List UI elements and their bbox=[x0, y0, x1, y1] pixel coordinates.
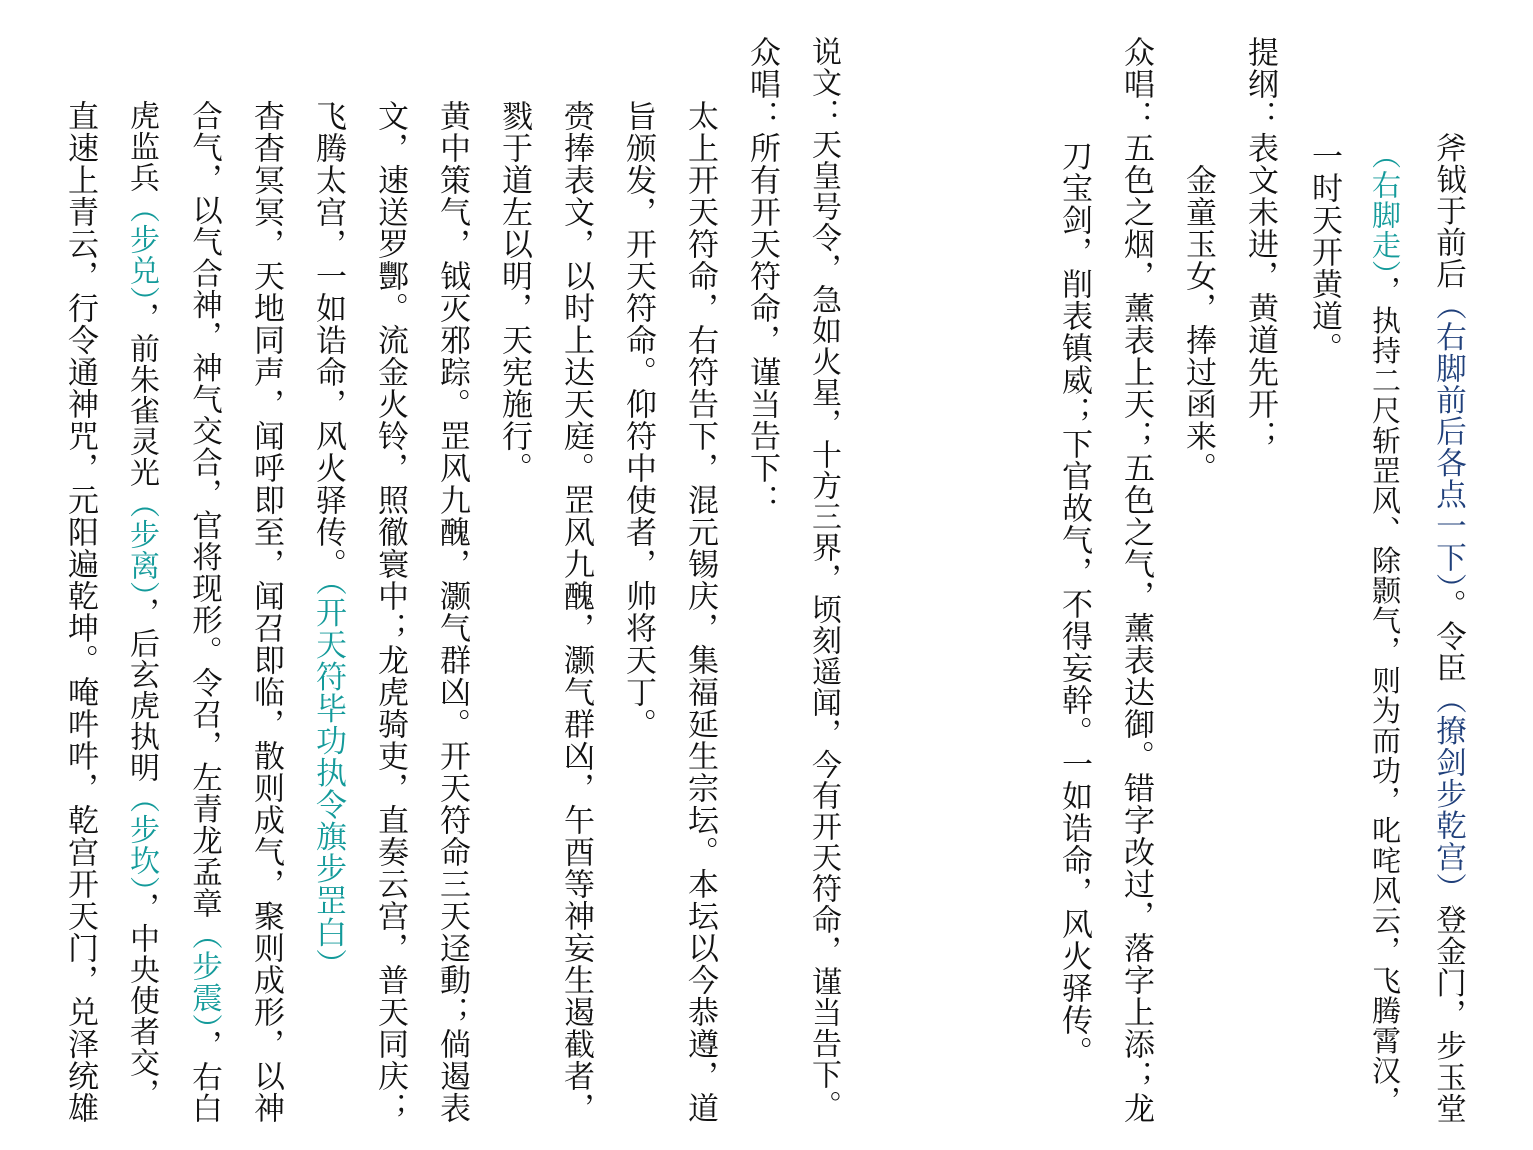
text-column-5 bbox=[1180, 164, 1216, 484]
text-column-19 bbox=[124, 100, 159, 1109]
text-segment: 斧钺于前后 bbox=[1430, 132, 1466, 290]
text-segment: 戮于道左以明，天宪施行。 bbox=[496, 100, 532, 484]
text-column-16 bbox=[310, 100, 346, 981]
stage-direction: （开天符毕功执令旗步罡白） bbox=[310, 580, 346, 981]
text-segment: 直速上青云，行令通神咒，元阳遍乾坤。唵吽吽，乾宫开天门，兑泽统雄 bbox=[62, 100, 98, 1124]
text-column-12 bbox=[558, 100, 594, 1124]
text-column-2 bbox=[1368, 140, 1402, 1116]
text-column-1 bbox=[1430, 132, 1466, 1125]
text-segment: ，前朱雀灵光 bbox=[124, 302, 159, 488]
text-segment: 金童玉女，捧过函来。 bbox=[1180, 164, 1216, 484]
text-segment: 杳杳冥冥，天地同声，闻呼即至，闻召即临，散则成气，聚则成形，以神 bbox=[248, 100, 284, 1124]
text-segment: 旨颁发，开天符命。仰符中使者，帅将天丁。 bbox=[620, 100, 656, 740]
text-segment: 太上开天符命，右符告下，混元锡庆，集福延生宗坛。本坛以今恭遵，道 bbox=[682, 100, 718, 1124]
text-segment: 飞腾太宫，一如诰命，风火驿传。 bbox=[310, 100, 346, 580]
text-segment: 文，速送罗酆。流金火铃，照徹寰中；龙虎骑吏，直奏云宫，普天同庆； bbox=[372, 100, 408, 1124]
text-segment: 众唱：所有开天符命，谨当告下： bbox=[744, 36, 780, 516]
text-segment: 。令臣 bbox=[1430, 589, 1466, 684]
text-segment: 登金门，步玉堂 bbox=[1430, 904, 1466, 1125]
text-segment: 众唱：五色之烟，薰表上天；五色之气，薰表达御。错字改过，落字上添；龙 bbox=[1118, 36, 1154, 1124]
text-segment: 虎监兵 bbox=[124, 100, 159, 193]
text-segment: ，后玄虎执明 bbox=[124, 597, 159, 783]
text-column-7 bbox=[1056, 140, 1092, 1068]
text-segment: 刀宝剑，削表镇威；下官故气，不得妄幹。一如诰命，风火驿传。 bbox=[1056, 140, 1092, 1068]
text-column-13 bbox=[496, 100, 532, 484]
text-segment: ，右白 bbox=[186, 1029, 222, 1125]
text-column-20 bbox=[62, 100, 98, 1124]
stage-direction: （右脚走） bbox=[1368, 140, 1402, 276]
text-segment: ，执持二尺斩罡风、除颢气，则为而功，叱咤风云，飞腾霄汉， bbox=[1368, 275, 1402, 1116]
text-segment: 一时天开黄道。 bbox=[1306, 140, 1342, 364]
text-segment: 赍捧表文，以时上达天庭。罡风九醜，灏气群凶，午酉等神妄生遏截者， bbox=[558, 100, 594, 1124]
text-column-3 bbox=[1306, 140, 1342, 364]
text-segment: 黄中策气，钺灭邪踪。罡风九醜，灏气群凶。开天符命三天迳動；倘遏表 bbox=[434, 100, 470, 1124]
stage-direction: （步震） bbox=[186, 919, 222, 1030]
text-column-8 bbox=[806, 36, 841, 1121]
stage-direction: （步兑） bbox=[124, 193, 159, 302]
stage-direction: （步坎） bbox=[124, 783, 159, 892]
stage-direction: （右脚前后各点一下） bbox=[1430, 289, 1466, 590]
text-column-18 bbox=[186, 100, 222, 1125]
text-column-14 bbox=[434, 100, 470, 1124]
text-column-9 bbox=[744, 36, 780, 516]
text-segment: 说文：天皇号令，急如火星，十方三界，顷刻遥闻，今有开天符命，谨当告下。 bbox=[806, 36, 841, 1121]
stage-direction: （撩剑步乾宫） bbox=[1430, 683, 1466, 905]
text-segment: 合气，以气合神，神气交合，官将现形。令召，左青龙孟章 bbox=[186, 100, 222, 919]
text-segment: ，中央使者交， bbox=[124, 892, 159, 1109]
stage-direction: （步离） bbox=[124, 488, 159, 597]
text-column-15 bbox=[372, 100, 408, 1124]
text-column-17 bbox=[248, 100, 284, 1124]
text-segment: 提纲：表文未进，黄道先开； bbox=[1242, 36, 1278, 452]
text-column-6 bbox=[1118, 36, 1154, 1124]
text-column-10 bbox=[682, 100, 718, 1124]
text-column-4 bbox=[1242, 36, 1278, 452]
text-column-11 bbox=[620, 100, 656, 740]
